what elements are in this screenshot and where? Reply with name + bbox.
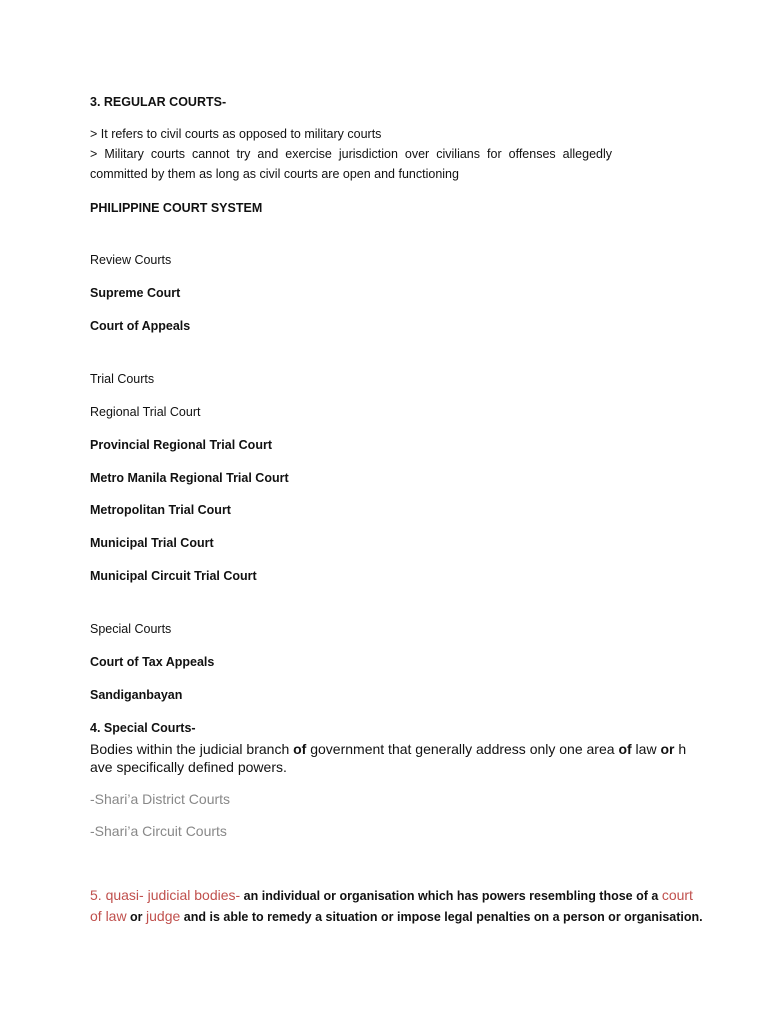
sharia-court-item: -Shari’a Circuit Courts bbox=[90, 823, 227, 839]
section5-paragraph: 5. quasi- judicial bodies- an individual or organisation which has powers resembling those of a court bbox=[90, 887, 693, 903]
court-system-title: PHILIPPINE COURT SYSTEM bbox=[90, 201, 263, 215]
special-court-item: Court of Tax Appeals bbox=[90, 655, 215, 669]
trial-court-item: Provincial Regional Trial Court bbox=[90, 438, 272, 452]
trial-court-item: Municipal Trial Court bbox=[90, 536, 214, 550]
trial-court-item: Regional Trial Court bbox=[90, 405, 201, 419]
special-courts-heading: Special Courts bbox=[90, 622, 172, 636]
court-of-law-link[interactable]: of law bbox=[90, 908, 127, 924]
sharia-court-item: -Shari’a District Courts bbox=[90, 791, 231, 807]
trial-court-item: Metropolitan Trial Court bbox=[90, 503, 231, 517]
judge-link[interactable]: judge bbox=[146, 908, 181, 924]
review-courts-heading: Review Courts bbox=[90, 253, 172, 267]
trial-courts-heading: Trial Courts bbox=[90, 372, 155, 386]
section3-point-2a: > Military courts cannot try and exercise jurisdiction over civilians for offenses allegedly bbox=[90, 147, 612, 161]
section3-point-1: > It refers to civil courts as opposed to military courts bbox=[90, 127, 382, 141]
section3-heading: 3. REGULAR COURTS- bbox=[90, 95, 227, 109]
special-court-item: Sandiganbayan bbox=[90, 688, 183, 702]
review-court-item: Supreme Court bbox=[90, 286, 181, 300]
section5-paragraph-line2: of law or judge and is able to remedy a situation or impose legal penalties on a person or organisation. bbox=[90, 908, 703, 924]
trial-court-item: Metro Manila Regional Trial Court bbox=[90, 471, 289, 485]
section4-description-line1: Bodies within the judicial branch of government that generally address only one area of law or h bbox=[90, 741, 687, 757]
section4-heading: 4. Special Courts- bbox=[90, 721, 196, 735]
review-court-item: Court of Appeals bbox=[90, 319, 191, 333]
section5-heading: 5. quasi- judicial bodies- bbox=[90, 887, 241, 903]
court-link[interactable]: court bbox=[661, 887, 693, 903]
section3-point-2b: committed by them as long as civil courts are open and functioning bbox=[90, 167, 459, 181]
trial-court-item: Municipal Circuit Trial Court bbox=[90, 569, 257, 583]
section4-description-line2: ave specifically defined powers. bbox=[90, 759, 287, 775]
